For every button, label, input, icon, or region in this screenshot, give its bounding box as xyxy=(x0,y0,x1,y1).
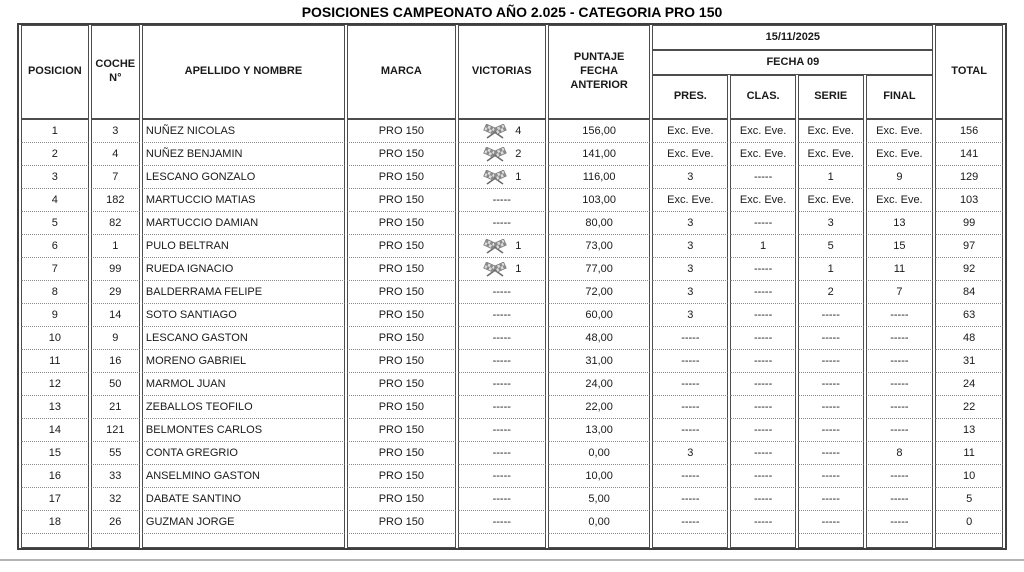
cell-apellido-nombre: MARTUCCIO MATIAS xyxy=(142,189,345,212)
cell-marca: PRO 150 xyxy=(347,304,456,327)
cell-coche-numero: 82 xyxy=(91,212,140,235)
victorias-value: 4 xyxy=(515,125,522,137)
cell-final: ----- xyxy=(866,327,934,350)
cell-apellido-nombre: SOTO SANTIAGO xyxy=(142,304,345,327)
cell-serie: ----- xyxy=(798,442,864,465)
col-header-puntaje-fecha-anterior xyxy=(548,25,651,119)
cell-apellido-nombre: CONTA GREGRIO xyxy=(142,442,345,465)
empty-cell xyxy=(798,534,864,548)
victorias-value: ----- xyxy=(492,332,511,345)
cell-posicion: 9 xyxy=(21,304,89,327)
cell-apellido-nombre: MORENO GABRIEL xyxy=(142,350,345,373)
cell-posicion: 10 xyxy=(21,327,89,350)
cell-puntaje-anterior: 80,00 xyxy=(548,212,651,235)
cell-victorias xyxy=(458,419,546,442)
cell-puntaje-anterior: 156,00 xyxy=(548,119,651,143)
table-row xyxy=(21,350,1003,373)
cell-coche-numero: 50 xyxy=(91,373,140,396)
cell-clas: ----- xyxy=(730,258,796,281)
cell-serie: ----- xyxy=(798,511,864,534)
cell-clas: ----- xyxy=(730,166,796,189)
cell-final: 15 xyxy=(866,235,934,258)
cell-serie: Exc. Eve. xyxy=(798,119,864,143)
empty-cell xyxy=(866,534,934,548)
cell-total: 24 xyxy=(935,373,1003,396)
cell-victorias xyxy=(458,166,546,189)
cell-clas: 1 xyxy=(730,235,796,258)
cell-victorias xyxy=(458,143,546,166)
col-header-serie: SERIE xyxy=(798,75,864,119)
cell-clas: ----- xyxy=(730,304,796,327)
table-row xyxy=(21,119,1003,143)
col-header-apellido-nombre: APELLIDO Y NOMBRE xyxy=(142,25,345,119)
cell-posicion: 17 xyxy=(21,488,89,511)
empty-cell xyxy=(21,534,89,548)
cell-marca: PRO 150 xyxy=(347,488,456,511)
cell-victorias xyxy=(458,189,546,212)
cell-pres: 3 xyxy=(652,212,728,235)
cell-posicion: 11 xyxy=(21,350,89,373)
cell-final: ----- xyxy=(866,373,934,396)
victorias-value: ----- xyxy=(492,378,511,391)
cell-apellido-nombre: MARMOL JUAN xyxy=(142,373,345,396)
crossed-checkered-flags-icon xyxy=(482,124,508,139)
empty-cell xyxy=(548,534,651,548)
cell-final: ----- xyxy=(866,350,934,373)
cell-apellido-nombre: BELMONTES CARLOS xyxy=(142,419,345,442)
cell-puntaje-anterior: 10,00 xyxy=(548,465,651,488)
cell-victorias xyxy=(458,488,546,511)
cell-coche-numero: 182 xyxy=(91,189,140,212)
cell-total: 5 xyxy=(935,488,1003,511)
cell-marca: PRO 150 xyxy=(347,258,456,281)
victorias-value: ----- xyxy=(492,401,511,414)
standings-table-body xyxy=(21,119,1003,548)
cell-clas: ----- xyxy=(730,373,796,396)
cell-final: ----- xyxy=(866,419,934,442)
cell-marca: PRO 150 xyxy=(347,212,456,235)
cell-apellido-nombre: LESCANO GONZALO xyxy=(142,166,345,189)
cell-final: ----- xyxy=(866,396,934,419)
col-header-victorias: VICTORIAS xyxy=(458,25,546,119)
cell-total: 0 xyxy=(935,511,1003,534)
empty-cell xyxy=(652,534,728,548)
cell-pres: 3 xyxy=(652,304,728,327)
cell-puntaje-anterior: 22,00 xyxy=(548,396,651,419)
cell-clas: Exc. Eve. xyxy=(730,189,796,212)
cell-posicion: 16 xyxy=(21,465,89,488)
cell-total: 11 xyxy=(935,442,1003,465)
cell-serie: ----- xyxy=(798,327,864,350)
cell-victorias xyxy=(458,350,546,373)
victorias-value: ----- xyxy=(492,516,511,529)
cell-coche-numero: 121 xyxy=(91,419,140,442)
cell-pres: Exc. Eve. xyxy=(652,119,728,143)
col-header-puntaje-label: PUNTAJE FECHA ANTERIOR xyxy=(570,51,628,91)
cell-serie: 5 xyxy=(798,235,864,258)
table-row xyxy=(21,465,1003,488)
cell-victorias xyxy=(458,258,546,281)
cell-clas: ----- xyxy=(730,488,796,511)
cell-clas: ----- xyxy=(730,465,796,488)
cell-victorias xyxy=(458,511,546,534)
cell-total: 129 xyxy=(935,166,1003,189)
cell-total: 31 xyxy=(935,350,1003,373)
cell-final: ----- xyxy=(866,511,934,534)
empty-cell xyxy=(458,534,546,548)
cell-puntaje-anterior: 5,00 xyxy=(548,488,651,511)
col-header-final: FINAL xyxy=(866,75,934,119)
cell-coche-numero: 1 xyxy=(91,235,140,258)
crossed-checkered-flags-icon xyxy=(482,262,508,277)
cell-victorias xyxy=(458,373,546,396)
cell-marca: PRO 150 xyxy=(347,350,456,373)
cell-victorias xyxy=(458,281,546,304)
cell-marca: PRO 150 xyxy=(347,119,456,143)
victorias-value: ----- xyxy=(492,470,511,483)
cell-posicion: 1 xyxy=(21,119,89,143)
cell-serie: 1 xyxy=(798,166,864,189)
cell-total: 156 xyxy=(935,119,1003,143)
table-row xyxy=(21,281,1003,304)
table-row xyxy=(21,304,1003,327)
cell-pres: ----- xyxy=(652,419,728,442)
bottom-divider xyxy=(0,559,1024,561)
cell-marca: PRO 150 xyxy=(347,166,456,189)
cell-coche-numero: 26 xyxy=(91,511,140,534)
cell-serie: ----- xyxy=(798,304,864,327)
table-row xyxy=(21,235,1003,258)
cell-coche-numero: 32 xyxy=(91,488,140,511)
cell-pres: ----- xyxy=(652,465,728,488)
cell-posicion: 4 xyxy=(21,189,89,212)
cell-final: Exc. Eve. xyxy=(866,189,934,212)
cell-final: 8 xyxy=(866,442,934,465)
cell-puntaje-anterior: 0,00 xyxy=(548,442,651,465)
victorias-value: ----- xyxy=(492,493,511,506)
cell-coche-numero: 99 xyxy=(91,258,140,281)
cell-coche-numero: 21 xyxy=(91,396,140,419)
crossed-checkered-flags-icon xyxy=(482,239,508,254)
cell-posicion: 8 xyxy=(21,281,89,304)
cell-final: ----- xyxy=(866,488,934,511)
col-header-posicion: POSICION xyxy=(21,25,89,119)
cell-marca: PRO 150 xyxy=(347,281,456,304)
empty-cell xyxy=(91,534,140,548)
table-row xyxy=(21,327,1003,350)
cell-posicion: 14 xyxy=(21,419,89,442)
cell-clas: ----- xyxy=(730,396,796,419)
crossed-checkered-flags-icon xyxy=(482,147,508,162)
col-header-marca: MARCA xyxy=(347,25,456,119)
cell-puntaje-anterior: 72,00 xyxy=(548,281,651,304)
cell-puntaje-anterior: 141,00 xyxy=(548,143,651,166)
table-row xyxy=(21,442,1003,465)
cell-pres: 3 xyxy=(652,442,728,465)
cell-marca: PRO 150 xyxy=(347,465,456,488)
cell-apellido-nombre: ZEBALLOS TEOFILO xyxy=(142,396,345,419)
cell-total: 84 xyxy=(935,281,1003,304)
table-row xyxy=(21,212,1003,235)
victorias-value: ----- xyxy=(492,286,511,299)
cell-victorias xyxy=(458,396,546,419)
victorias-value: 1 xyxy=(515,171,522,183)
cell-apellido-nombre: GUZMAN JORGE xyxy=(142,511,345,534)
cell-serie: ----- xyxy=(798,350,864,373)
col-header-clas: CLAS. xyxy=(730,75,796,119)
cell-total: 99 xyxy=(935,212,1003,235)
cell-coche-numero: 9 xyxy=(91,327,140,350)
empty-row xyxy=(21,534,1003,548)
victorias-value: ----- xyxy=(492,309,511,322)
cell-serie: ----- xyxy=(798,396,864,419)
table-row xyxy=(21,258,1003,281)
cell-coche-numero: 29 xyxy=(91,281,140,304)
empty-cell xyxy=(347,534,456,548)
cell-posicion: 3 xyxy=(21,166,89,189)
cell-pres: Exc. Eve. xyxy=(652,143,728,166)
cell-final: 7 xyxy=(866,281,934,304)
table-row xyxy=(21,488,1003,511)
cell-victorias xyxy=(458,235,546,258)
cell-serie: 1 xyxy=(798,258,864,281)
cell-victorias xyxy=(458,327,546,350)
cell-total: 97 xyxy=(935,235,1003,258)
cell-serie: 3 xyxy=(798,212,864,235)
cell-total: 103 xyxy=(935,189,1003,212)
standings-table xyxy=(17,23,1007,550)
cell-marca: PRO 150 xyxy=(347,396,456,419)
cell-marca: PRO 150 xyxy=(347,235,456,258)
cell-pres: 3 xyxy=(652,166,728,189)
cell-posicion: 7 xyxy=(21,258,89,281)
cell-clas: Exc. Eve. xyxy=(730,119,796,143)
cell-puntaje-anterior: 60,00 xyxy=(548,304,651,327)
empty-cell xyxy=(935,534,1003,548)
col-header-pres: PRES. xyxy=(652,75,728,119)
cell-puntaje-anterior: 31,00 xyxy=(548,350,651,373)
cell-marca: PRO 150 xyxy=(347,189,456,212)
cell-coche-numero: 33 xyxy=(91,465,140,488)
cell-apellido-nombre: BALDERRAMA FELIPE xyxy=(142,281,345,304)
cell-pres: ----- xyxy=(652,373,728,396)
cell-total: 141 xyxy=(935,143,1003,166)
cell-serie: ----- xyxy=(798,488,864,511)
cell-total: 63 xyxy=(935,304,1003,327)
cell-victorias xyxy=(458,119,546,143)
cell-pres: 3 xyxy=(652,258,728,281)
table-row xyxy=(21,143,1003,166)
victorias-value: 1 xyxy=(515,263,522,275)
cell-posicion: 15 xyxy=(21,442,89,465)
cell-apellido-nombre: PULO BELTRAN xyxy=(142,235,345,258)
cell-apellido-nombre: NUÑEZ NICOLAS xyxy=(142,119,345,143)
cell-apellido-nombre: NUÑEZ BENJAMIN xyxy=(142,143,345,166)
cell-serie: Exc. Eve. xyxy=(798,189,864,212)
cell-final: 9 xyxy=(866,166,934,189)
col-header-fecha-09: FECHA 09 xyxy=(652,50,933,75)
cell-clas: ----- xyxy=(730,327,796,350)
cell-pres: ----- xyxy=(652,327,728,350)
cell-clas: ----- xyxy=(730,281,796,304)
cell-puntaje-anterior: 116,00 xyxy=(548,166,651,189)
cell-pres: 3 xyxy=(652,235,728,258)
cell-puntaje-anterior: 77,00 xyxy=(548,258,651,281)
cell-total: 48 xyxy=(935,327,1003,350)
cell-serie: ----- xyxy=(798,419,864,442)
cell-marca: PRO 150 xyxy=(347,511,456,534)
cell-marca: PRO 150 xyxy=(347,327,456,350)
cell-final: 13 xyxy=(866,212,934,235)
cell-serie: ----- xyxy=(798,465,864,488)
table-row xyxy=(21,419,1003,442)
cell-marca: PRO 150 xyxy=(347,373,456,396)
cell-serie: 2 xyxy=(798,281,864,304)
cell-victorias xyxy=(458,442,546,465)
cell-final: 11 xyxy=(866,258,934,281)
table-row xyxy=(21,166,1003,189)
cell-serie: Exc. Eve. xyxy=(798,143,864,166)
cell-posicion: 18 xyxy=(21,511,89,534)
cell-clas: ----- xyxy=(730,350,796,373)
cell-pres: ----- xyxy=(652,488,728,511)
cell-victorias xyxy=(458,304,546,327)
cell-total: 92 xyxy=(935,258,1003,281)
cell-posicion: 12 xyxy=(21,373,89,396)
cell-final: ----- xyxy=(866,304,934,327)
table-row xyxy=(21,373,1003,396)
cell-victorias xyxy=(458,465,546,488)
table-row xyxy=(21,189,1003,212)
cell-total: 13 xyxy=(935,419,1003,442)
victorias-value: 2 xyxy=(515,148,522,160)
victorias-value: ----- xyxy=(492,424,511,437)
victorias-value: ----- xyxy=(492,194,511,207)
cell-puntaje-anterior: 0,00 xyxy=(548,511,651,534)
cell-marca: PRO 150 xyxy=(347,442,456,465)
cell-clas: ----- xyxy=(730,419,796,442)
victorias-value: ----- xyxy=(492,355,511,368)
empty-cell xyxy=(142,534,345,548)
cell-apellido-nombre: RUEDA IGNACIO xyxy=(142,258,345,281)
cell-victorias xyxy=(458,212,546,235)
cell-posicion: 6 xyxy=(21,235,89,258)
cell-final: Exc. Eve. xyxy=(866,119,934,143)
cell-final: Exc. Eve. xyxy=(866,143,934,166)
cell-serie: ----- xyxy=(798,373,864,396)
table-row xyxy=(21,511,1003,534)
cell-apellido-nombre: LESCANO GASTON xyxy=(142,327,345,350)
cell-apellido-nombre: DABATE SANTINO xyxy=(142,488,345,511)
cell-puntaje-anterior: 73,00 xyxy=(548,235,651,258)
col-header-coche-numero: COCHE N° xyxy=(91,25,140,119)
cell-puntaje-anterior: 13,00 xyxy=(548,419,651,442)
cell-posicion: 5 xyxy=(21,212,89,235)
victorias-value: ----- xyxy=(492,447,511,460)
cell-puntaje-anterior: 24,00 xyxy=(548,373,651,396)
cell-puntaje-anterior: 48,00 xyxy=(548,327,651,350)
cell-marca: PRO 150 xyxy=(347,143,456,166)
cell-coche-numero: 3 xyxy=(91,119,140,143)
cell-puntaje-anterior: 103,00 xyxy=(548,189,651,212)
cell-clas: ----- xyxy=(730,442,796,465)
cell-posicion: 13 xyxy=(21,396,89,419)
table-row xyxy=(21,396,1003,419)
cell-coche-numero: 55 xyxy=(91,442,140,465)
cell-total: 22 xyxy=(935,396,1003,419)
cell-clas: ----- xyxy=(730,212,796,235)
cell-marca: PRO 150 xyxy=(347,419,456,442)
cell-clas: ----- xyxy=(730,511,796,534)
cell-apellido-nombre: MARTUCCIO DAMIAN xyxy=(142,212,345,235)
cell-pres: 3 xyxy=(652,281,728,304)
cell-pres: ----- xyxy=(652,350,728,373)
empty-cell xyxy=(730,534,796,548)
cell-pres: ----- xyxy=(652,511,728,534)
cell-total: 10 xyxy=(935,465,1003,488)
crossed-checkered-flags-icon xyxy=(482,170,508,185)
page-title: POSICIONES CAMPEONATO AÑO 2.025 - CATEGORIA PRO 150 xyxy=(301,4,723,20)
cell-coche-numero: 16 xyxy=(91,350,140,373)
col-header-event-date: 15/11/2025 xyxy=(652,25,933,50)
cell-apellido-nombre: ANSELMINO GASTON xyxy=(142,465,345,488)
cell-final: ----- xyxy=(866,465,934,488)
cell-clas: Exc. Eve. xyxy=(730,143,796,166)
cell-pres: Exc. Eve. xyxy=(652,189,728,212)
cell-pres: ----- xyxy=(652,396,728,419)
cell-posicion: 2 xyxy=(21,143,89,166)
col-header-total: TOTAL xyxy=(935,25,1003,119)
cell-coche-numero: 14 xyxy=(91,304,140,327)
cell-coche-numero: 4 xyxy=(91,143,140,166)
victorias-value: ----- xyxy=(492,217,511,230)
victorias-value: 1 xyxy=(515,240,522,252)
cell-coche-numero: 7 xyxy=(91,166,140,189)
